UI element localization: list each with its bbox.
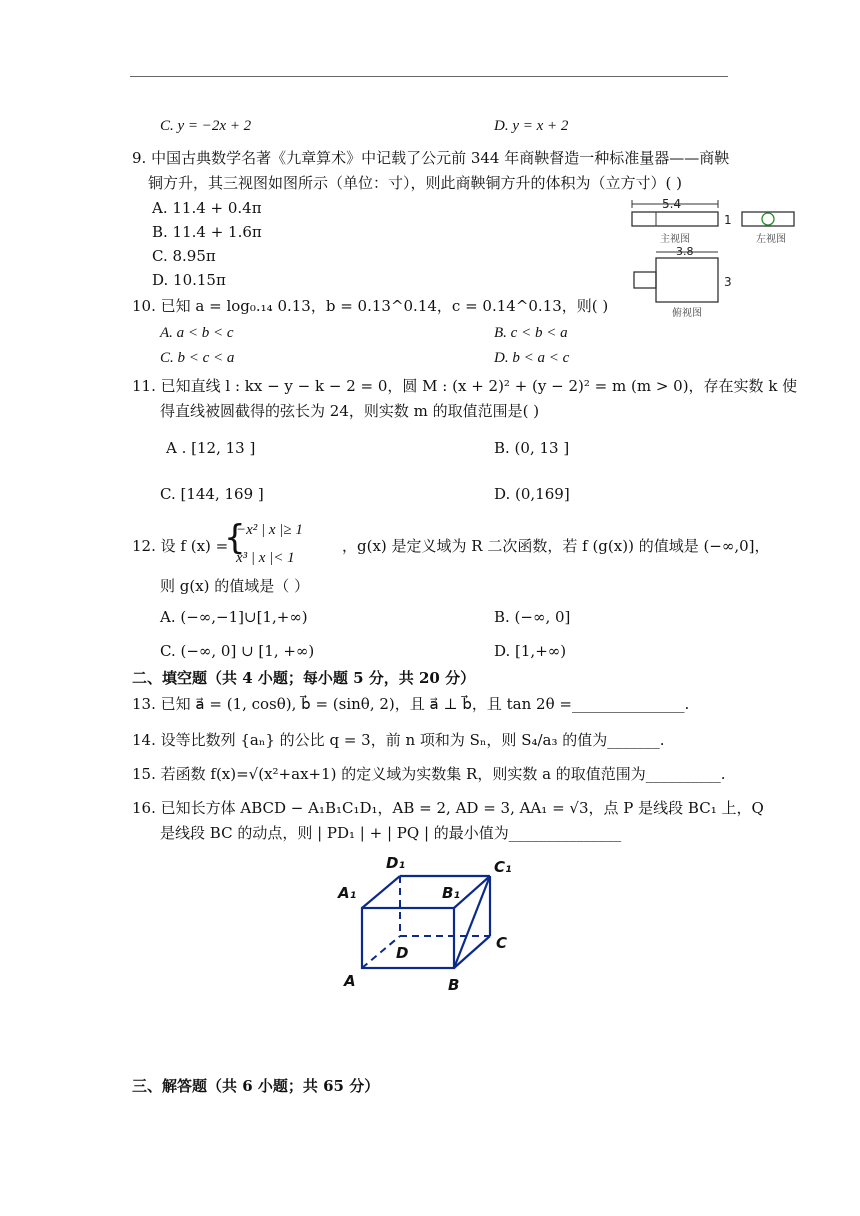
q12-brace: { [224, 518, 246, 558]
q9-option-c: C. 8.95π [152, 247, 216, 265]
section2-heading: 二、填空题（共 4 小题；每小题 5 分，共 20 分） [132, 669, 476, 687]
q12-option-a: A. (−∞,−1]∪[1,+∞) [160, 608, 308, 626]
plan-dim-right-label: 3 [724, 275, 732, 289]
q12-option-c: C. (−∞, 0] ∪ [1, +∞) [160, 642, 315, 660]
front-view-label: 主视图 [660, 234, 690, 245]
q11-stem-line2: 得直线被圆截得的弦长为 24，则实数 m 的取值范围是( ) [160, 402, 540, 420]
q9-stem-line1: 9. 中国古典数学名著《九章算术》中记载了公元前 344 年商鞅督造一种标准量器——商鞅 [132, 149, 730, 167]
q10-option-a: A. a < b < c [160, 325, 234, 341]
side-view-label: 左视图 [756, 234, 786, 245]
q14: 14. 设等比数列 {aₙ} 的公比 q = 3，前 n 项和为 Sₙ，则 S₄/a₃ 的值为_______. [132, 731, 665, 749]
q9-option-d: D. 10.15π [152, 271, 226, 289]
q13: 13. 已知 a⃗ = (1, cosθ), b⃗ = (sinθ, 2)，且 a⃗ ⊥ b⃗，且 tan 2θ =_______________. [132, 695, 690, 713]
front-dim-label: 1 [724, 213, 732, 227]
label-B: B [448, 976, 460, 994]
front-view-rect [632, 212, 718, 226]
label-A: A [344, 972, 356, 990]
q11-option-a: A . [12, 13 ] [166, 439, 256, 457]
edge-A1D1 [362, 876, 400, 908]
q11-option-d: D. (0,169] [494, 485, 570, 503]
q8-option-c: C. y = −2x + 2 [160, 118, 252, 134]
label-D1: D₁ [386, 854, 406, 872]
q10-option-d: D. b < a < c [494, 350, 570, 366]
q9-three-view-figure [626, 196, 806, 320]
plan-dim-label: 3.8 [676, 245, 694, 258]
q10-option-c: C. b < c < a [160, 350, 235, 366]
q8-option-d: D. y = x + 2 [494, 118, 569, 134]
section3-heading: 三、解答题（共 6 小题；共 65 分） [132, 1077, 380, 1095]
q12-stem-suffix: ，g(x) 是定义域为 R 二次函数，若 f (g(x)) 的值域是 (−∞,0]， [342, 537, 770, 555]
q12-case2: x³ | x |< 1 [236, 550, 295, 566]
q15: 15. 若函数 f(x)=√(x²+ax+1) 的定义域为实数集 R，则实数 a 的取值范围为__________. [132, 765, 726, 783]
q9-option-a: A. 11.4 + 0.4π [152, 199, 262, 217]
q16-stem-line2: 是线段 BC 的动点，则 | PD₁ | + | PQ | 的最小值为_______________ [160, 824, 622, 842]
side-view-rect [742, 212, 794, 226]
dim-top-label: 5.4 [662, 197, 682, 211]
q16-stem-line1: 16. 已知长方体 ABCD − A₁B₁C₁D₁，AB = 2, AD = 3, AA₁ = √3，点 P 是线段 BC₁ 上，Q [132, 799, 764, 817]
q12-option-b: B. (−∞, 0] [494, 608, 571, 626]
q12-case1: −x² | x |≥ 1 [236, 522, 303, 538]
side-view-circle [762, 213, 774, 225]
edge-AD [362, 936, 400, 968]
label-B1: B₁ [442, 884, 461, 902]
plan-view-label: 俯视图 [672, 308, 702, 319]
q12-stem-line2: 则 g(x) 的值域是（ ） [160, 577, 310, 595]
q10-option-b: B. c < b < a [494, 325, 568, 341]
q11-option-b: B. (0, 13 ] [494, 439, 570, 457]
plan-view-rect [656, 258, 718, 302]
q9-stem-line2: 铜方升，其三视图如图所示（单位：寸），则此商鞅铜方升的体积为（立方寸）( ) [148, 174, 682, 192]
label-C1: C₁ [494, 858, 512, 876]
label-C: C [496, 934, 508, 952]
label-D: D [396, 944, 409, 962]
q16-cuboid-figure [330, 848, 530, 994]
q12-stem-prefix: 12. 设 f (x) = [132, 537, 229, 555]
label-A1: A₁ [338, 884, 357, 902]
q11-option-c: C. [144, 169 ] [160, 485, 264, 503]
q12-option-d: D. [1,+∞) [494, 642, 567, 660]
plan-view-handle [634, 272, 656, 288]
q9-option-b: B. 11.4 + 1.6π [152, 223, 262, 241]
q11-stem-line1: 11. 已知直线 l : kx − y − k − 2 = 0，圆 M : (x + 2)² + (y − 2)² = m (m > 0)，存在实数 k 使 [132, 377, 798, 395]
q10-stem: 10. 已知 a = log₀.₁₄ 0.13，b = 0.13^0.14，c = 0.14^0.13，则( ) [132, 297, 609, 315]
header-rule [130, 76, 728, 77]
